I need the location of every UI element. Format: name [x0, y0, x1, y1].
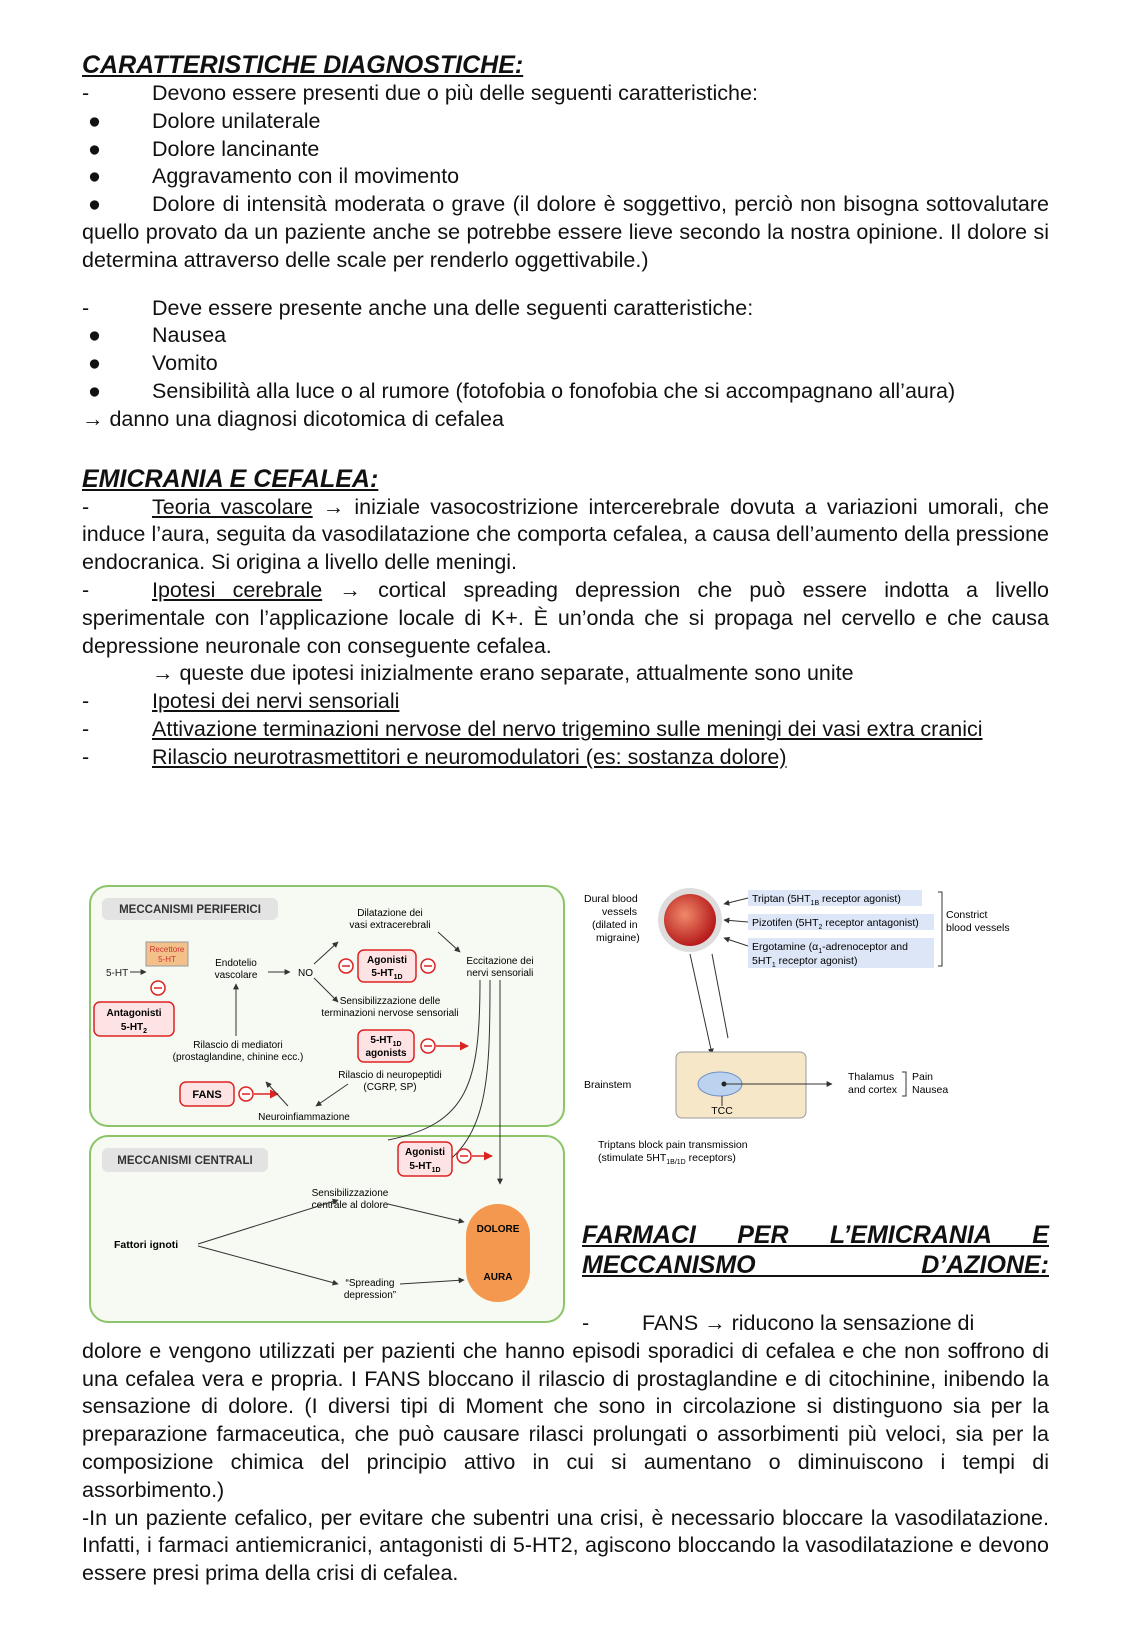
paragraph: - Teoria vascolare → iniziale vasocostrizione intercerebrale dovuta a variazioni umorali, che induce l’aura, seguita da vasodilatazione che comporta cefalea, a causa dell’aumento della pressione endocranica. Si origina a livello delle meningi. [82, 494, 1049, 575]
svg-text:5-HT1D: $5-HT_{1D}$ [370, 1035, 402, 1048]
blood-vessel [664, 894, 716, 946]
label-spread-2: depression” [343, 1290, 397, 1301]
svg-text:5-HT1D: $5-HT_{1D}$ [409, 1161, 441, 1174]
conclusion-line: → danno una diagnosi dicotomica di cefalea [82, 406, 504, 431]
list-item: ● Vomito [88, 351, 218, 376]
label-antagonisti: Antagonisti [106, 1008, 162, 1019]
figure-mechanisms [88, 884, 568, 1324]
label-fans: FANS [192, 1089, 222, 1101]
label-ht1d-agonists: agonists [365, 1048, 407, 1059]
list-item: - Deve essere presente anche una delle seguenti caratteristiche: [82, 295, 754, 320]
drugs-text [82, 1310, 1049, 1588]
label-agonisti-2: Agonisti [405, 1147, 445, 1158]
list-item: ● Dolore unilaterale [88, 108, 321, 133]
label-pizotifen: Pizotifen ($5HT_2$ receptor antagonist) [752, 917, 919, 931]
label-dural-4: migraine) [596, 932, 640, 944]
section-heading-drugs: FARMACI PER L’EMICRANIA E MECCANISMO D’AZIONE: [582, 1221, 1049, 1279]
label-nausea: Nausea [912, 1084, 949, 1096]
label-triptans-1: Triptans block pain transmission [598, 1139, 748, 1151]
label-sens-2: terminazioni nervose sensoriali [321, 1008, 459, 1019]
figure-triptans [582, 888, 1052, 1208]
label-rilneuro-2: (CGRP, SP) [363, 1082, 417, 1093]
dolore-aura-capsule [466, 1204, 530, 1302]
label-pain: Pain [912, 1071, 934, 1083]
label-dilatazione-1: Dilatazione dei [357, 908, 423, 919]
label-rilmed-2: (prostaglandine, chinine ecc.) [172, 1052, 304, 1063]
label-ergotamine-1: Ergotamine ($\alpha_1$-adrenoceptor and [752, 941, 908, 955]
label-sensc-1: Sensibilizzazione [311, 1188, 389, 1199]
section-heading-migraine: EMICRANIA E CEFALEA: [82, 464, 379, 493]
label-neuroinf: Neuroinfiammazione [258, 1112, 350, 1123]
label-dilatazione-2: vasi extracerebrali [349, 920, 431, 931]
note-line: → queste due ipotesi inizialmente erano separate, attualmente sono unite [152, 661, 854, 686]
label-aura: AURA [483, 1272, 513, 1283]
label-5ht: 5-HT [106, 968, 129, 979]
label-rilneuro-1: Rilascio di neuropeptidi [338, 1070, 442, 1081]
list-item: ● Dolore di intensità moderata o grave (il dolore è soggettivo, perciò non bisogna sottovalutare quello provato da un paziente anche se potrebbe essere lieve secondo la nostra opinione. Il dolore si determina attraverso delle scale per renderlo oggettivabile.) [82, 192, 1049, 272]
document-body [82, 50, 1049, 772]
label-rilmed-1: Rilascio di mediatori [193, 1040, 283, 1051]
label-spread-1: “Spreading [345, 1278, 395, 1289]
label-endotelio: Endotelio [215, 958, 257, 969]
label-thalamus-2: and cortex [848, 1084, 898, 1096]
label-sens-1: Sensibilizzazione delle [339, 996, 441, 1007]
label-constrict-1: Constrict [946, 909, 988, 921]
label-sensc-2: centrale al dolore [311, 1200, 389, 1211]
list-item: - Devono essere presenti due o più delle seguenti caratteristiche: [82, 81, 758, 105]
label-eccitazione-2: nervi sensoriali [466, 968, 534, 979]
label-recettore-sub: 5-HT [158, 955, 176, 964]
label-eccitazione-1: Eccitazione dei [466, 956, 534, 967]
label-triptans-2: (stimulate $5HT_{1B/1D}$ receptors) [598, 1152, 736, 1166]
svg-text:5-HT1D: $5-HT_{1D}$ [371, 968, 403, 981]
list-item: ● Aggravamento con il movimento [88, 164, 460, 189]
paragraph: - Attivazione terminazioni nervose del nervo trigemino sulle meningi dei vasi extra cranici [82, 716, 983, 741]
label-triptan: Triptan ($5HT_{1B}$ receptor agonist) [752, 893, 901, 907]
label-recettore: Recettore [149, 945, 185, 954]
box-central-title: MECCANISMI CENTRALI [117, 1155, 253, 1167]
paragraph: - Ipotesi cerebrale → cortical spreading depression che può essere indotta a livello sperimentale con l’applicazione locale di K+. È un’onda che si propaga nel cervello e che causa depressione neuronale con conseguente cefalea. [82, 577, 1049, 658]
label-no: NO [298, 968, 313, 979]
paragraph-fans: dolore e vengono utilizzati per pazienti che hanno episodi sporadici di cefalea e che non soffrono di una cefalea vera e propria. I FANS bloccano il rilascio di prostaglandine e di citochinine, inibendo la sensazione di dolore. (I diversi tipi di Moment che sono in circolazione si distinguono sia per la preparazione farmaceutica, che può causare rilasci prolungati o assorbimenti più veloci, sia per la composizione chimica del principio attivo in cui si aumentano o diminuiscono i tempi di assorbimento.) [82, 1338, 1049, 1502]
list-item: ● Dolore lancinante [88, 136, 320, 161]
label-brainstem: Brainstem [584, 1079, 632, 1091]
label-constrict-2: blood vessels [946, 922, 1010, 934]
list-item: ● Sensibilità alla luce o al rumore (fotofobia o fonofobia che si accompagnano all’aura) [88, 378, 956, 403]
label-dural-3: (dilated in [592, 919, 638, 931]
svg-text:5-HT2: $5-HT_2$ [120, 1022, 148, 1035]
box-peripheral-title: MECCANISMI PERIFERICI [119, 904, 261, 916]
label-vascolare: vascolare [214, 970, 258, 981]
paragraph: - Ipotesi dei nervi sensoriali [82, 689, 400, 714]
label-dolore: DOLORE [476, 1224, 520, 1235]
label-ergotamine-2: $5HT_1$ receptor agonist) [752, 955, 858, 969]
label-dural-2: vessels [602, 906, 638, 918]
drugs-heading-block [582, 1220, 1049, 1280]
list-item: ● Nausea [88, 323, 227, 348]
label-tcc: TCC [711, 1105, 733, 1117]
label-fattori: Fattori ignoti [114, 1239, 179, 1251]
paragraph: - Rilascio neurotrasmettitori e neuromodulatori (es: sostanza dolore) [82, 744, 787, 769]
section-heading-diagnostic: CARATTERISTICHE DIAGNOSTICHE: [82, 51, 524, 79]
label-dural-1: Dural blood [584, 893, 638, 905]
fans-lead: - FANS → riducono la sensazione di [582, 1311, 975, 1335]
label-agonisti: Agonisti [367, 955, 407, 966]
paragraph-vasodilatation: -In un paziente cefalico, per evitare che subentri una crisi, è necessario bloccare la vasodilatazione. Infatti, i farmaci antiemicranici, antagonisti di 5-HT2, agiscono bloccando la vasodilatazione e devono essere presi prima della crisi di cefalea. [82, 1505, 1049, 1586]
label-thalamus-1: Thalamus [848, 1071, 895, 1083]
